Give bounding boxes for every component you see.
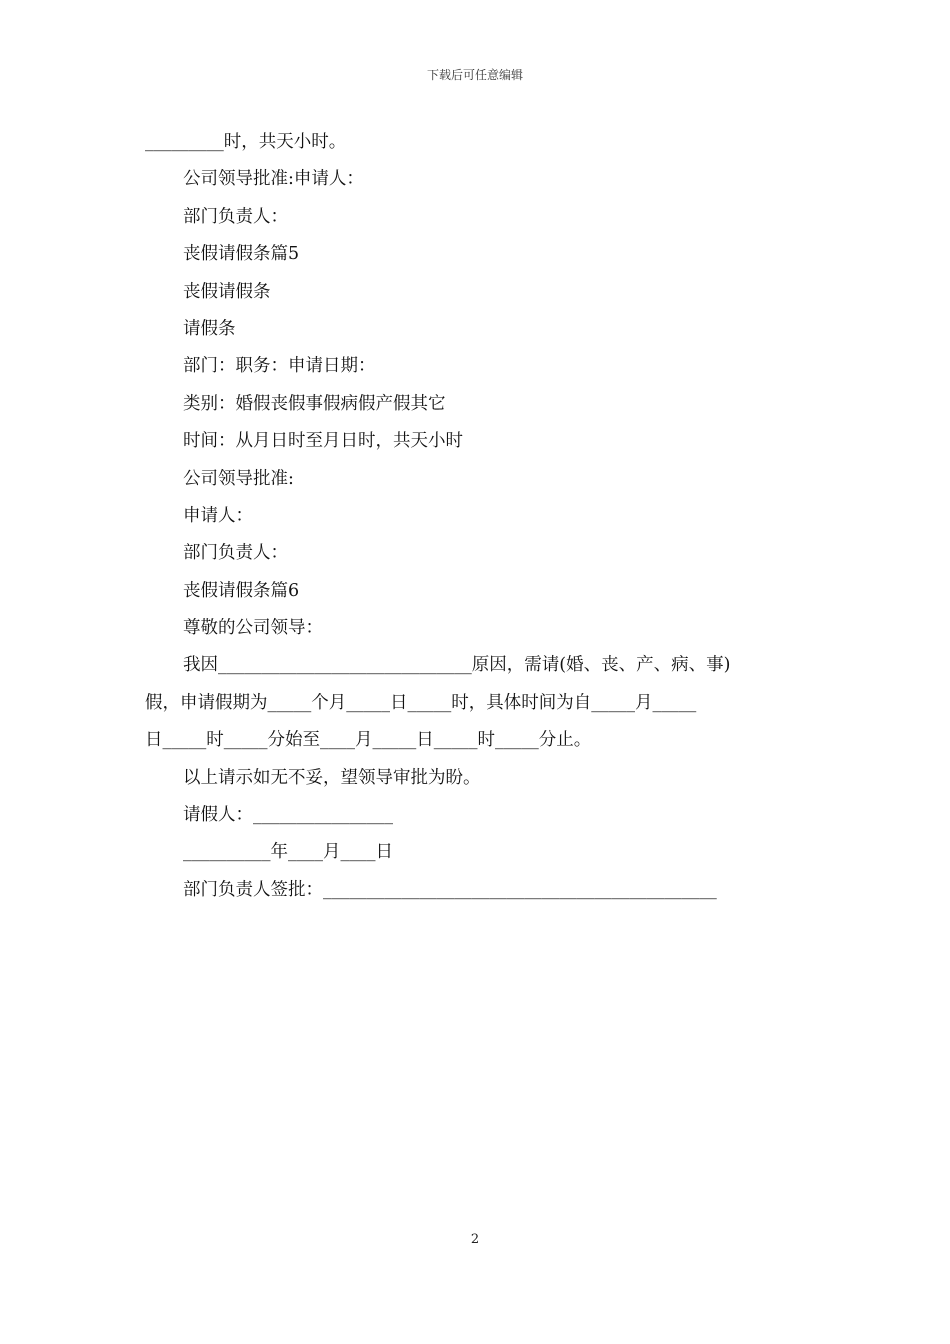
text-line: 假，申请假期为_____个月_____日_____时，具体时间为自_____月_____ xyxy=(145,692,697,713)
text-line: 以上请示如无不妥，望领导审批为盼。 xyxy=(183,767,481,788)
approval-line: 部门负责人签批：_____________________________________________ xyxy=(183,879,717,900)
text-line: 日_____时_____分始至____月_____日_____时_____分止。 xyxy=(145,730,592,751)
text-line: 部门负责人： xyxy=(183,206,288,227)
text-line: 部门负责人： xyxy=(183,543,288,564)
page-number: 2 xyxy=(470,1232,480,1247)
section-heading: 丧假请假条篇5 xyxy=(183,244,300,265)
text-line: 部门：职务：申请日期： xyxy=(183,356,376,377)
text-line: 我因_____________________________原因，需请(婚、丧、产、病、事) xyxy=(183,655,731,676)
section-heading: 丧假请假条篇6 xyxy=(183,580,300,601)
text-line: 类别：婚假丧假事假病假产假其它 xyxy=(183,393,446,414)
text-line: 丧假请假条 xyxy=(183,281,271,302)
text-line: 请假条 xyxy=(183,318,236,339)
text-line: 时间：从月日时至月日时，共天小时 xyxy=(183,431,463,452)
signature-line: 请假人：________________ xyxy=(183,805,393,826)
page-header: 下载后可任意编辑 xyxy=(426,68,523,82)
date-line: __________年____月____日 xyxy=(183,842,393,863)
text-line: 申请人： xyxy=(183,505,253,526)
text-line: 公司领导批准:申请人： xyxy=(183,169,364,190)
text-line: 公司领导批准: xyxy=(183,468,294,489)
text-line: _________时，共天小时。 xyxy=(145,132,347,152)
document-body xyxy=(145,124,807,909)
salutation: 尊敬的公司领导： xyxy=(183,618,323,639)
